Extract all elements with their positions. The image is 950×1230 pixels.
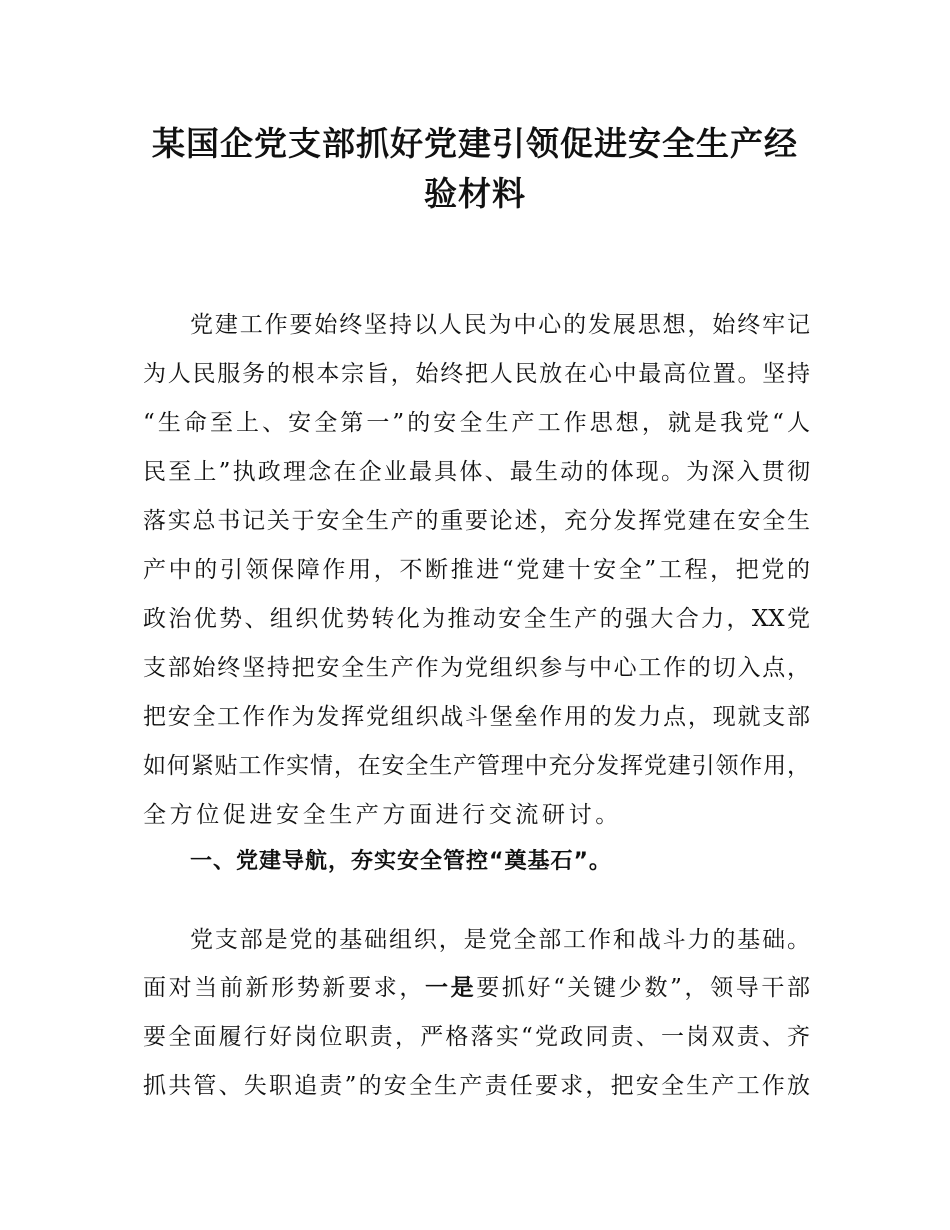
emphasis-text: 一是 [424, 975, 477, 1001]
paragraph-line: 党建工作要始终坚持以人民为中心的发展思想，始终牢记 [190, 312, 810, 338]
paragraph-line: 落实总书记关于安全生产的重要论述，充分发挥党建在安全生 [143, 508, 810, 534]
document-title-line-1: 某国企党支部抓好党建引领促进安全生产经 [152, 124, 798, 163]
paragraph-line: 产中的引领保障作用，不断推进“党建十安全”工程，把党的 [143, 557, 810, 583]
paragraph-line: 党支部是党的基础组织，是党全部工作和战斗力的基础。 [190, 927, 810, 953]
paragraph-line: 要全面履行好岗位职责，严格落实“党政同责、一岗双责、齐 [143, 1024, 810, 1050]
paragraph-text: 要抓好“关键少数”，领导干部 [476, 975, 811, 1001]
document-title-line-2: 验材料 [424, 174, 526, 213]
section-heading: 一、党建导航，夯实安全管控“奠基石”。 [190, 849, 612, 874]
paragraph-line: 把安全工作作为发挥党组织战斗堡垒作用的发力点，现就支部 [143, 704, 810, 730]
paragraph-line: 为人民服务的根本宗旨，始终把人民放在心中最高位置。坚持 [143, 361, 810, 387]
paragraph-line: 如何紧贴工作实情，在安全生产管理中充分发挥党建引领作用， [143, 753, 810, 779]
paragraph-line: 政治优势、组织优势转化为推动安全生产的强大合力，XX党 [143, 606, 810, 632]
paragraph-line [143, 973, 810, 1003]
paragraph-line: 民至上”执政理念在企业最具体、最生动的体现。为深入贯彻 [143, 459, 810, 485]
paragraph-text: 面对当前新形势新要求， [143, 975, 425, 1001]
paragraph-line: 全方位促进安全生产方面进行交流研讨。 [143, 802, 622, 828]
paragraph-line: “生命至上、安全第一”的安全生产工作思想，就是我党“人 [143, 410, 810, 436]
paragraph-line: 抓共管、失职追责”的安全生产责任要求，把安全生产工作放 [143, 1073, 810, 1099]
paragraph-line: 支部始终坚持把安全生产作为党组织参与中心工作的切入点， [143, 655, 810, 681]
